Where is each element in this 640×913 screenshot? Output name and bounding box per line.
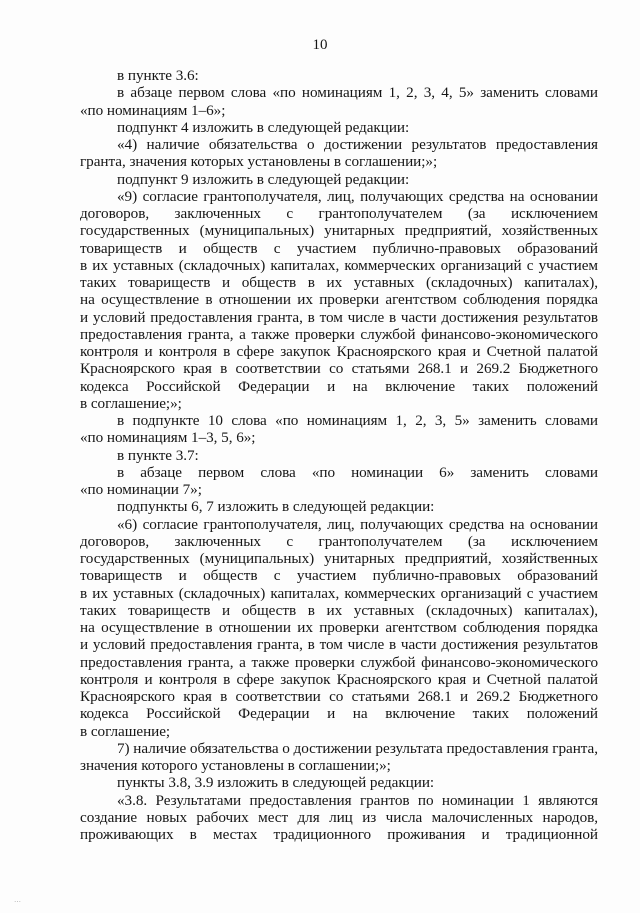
text-line: и условий предоставления гранта, в том числе в части достижения результатов bbox=[80, 636, 598, 654]
text-line: таких товариществ и обществ в их уставных (складочных) капиталах), bbox=[80, 601, 598, 619]
text-line: в абзаце первом слова «по номинации 6» заменить словами bbox=[117, 463, 598, 481]
text-line: в их уставных (складочных) капиталах, коммерческих организаций с участием bbox=[80, 584, 598, 602]
text-line: договоров, заключенных с грантополучателем (за исключением bbox=[80, 532, 598, 550]
text-line: кодекса Российской Федерации и на включение таких положений bbox=[80, 705, 598, 723]
text-line: в пункте 3.6: bbox=[117, 67, 199, 84]
text-line: контроля и контроля в сфере закупок Красноярского края и Счетной палатой bbox=[80, 343, 598, 360]
text-line: подпункт 9 изложить в следующей редакции: bbox=[117, 170, 410, 188]
page-number: 10 bbox=[312, 37, 328, 53]
text-line: гранта, значения которых установлены в соглашении;»; bbox=[80, 153, 438, 171]
text-line: в абзаце первом слова «по номинациям 1, 2, 3, 4, 5» заменить словами bbox=[117, 84, 598, 102]
text-line: государственных (муниципальных) унитарных предприятий, хозяйственных bbox=[80, 550, 598, 567]
text-line: государственных (муниципальных) унитарных предприятий, хозяйственных bbox=[80, 222, 598, 240]
text-line: «6) согласие грантополучателя, лиц, получающих средства на основании bbox=[117, 515, 598, 533]
document-body bbox=[80, 67, 598, 843]
text-line: «9) согласие грантополучателя, лиц, получающих средства на основании bbox=[117, 187, 598, 205]
text-line: «по номинации 7»; bbox=[80, 481, 202, 498]
text-line: в пункте 3.7: bbox=[117, 446, 199, 464]
text-line: значения которого установлены в соглашении;»; bbox=[80, 757, 391, 774]
text-line: товариществ и обществ с участием публично-правовых образований bbox=[80, 239, 598, 257]
text-line: в их уставных (складочных) капиталах, коммерческих организаций с участием bbox=[80, 256, 598, 274]
text-line: предоставления гранта, а также проверки службой финансово-экономического bbox=[80, 325, 598, 343]
text-line: «по номинациям 1–3, 5, 6»; bbox=[80, 429, 256, 447]
text-line: «4) наличие обязательства о достижении результатов предоставления bbox=[117, 136, 598, 153]
text-line: контроля и контроля в сфере закупок Красноярского края и Счетной палатой bbox=[80, 670, 598, 688]
text-line: предоставления гранта, а также проверки службой финансово-экономического bbox=[80, 653, 598, 671]
text-line: 7) наличие обязательства о достижении результата предоставления гранта, bbox=[117, 739, 598, 757]
text-line: договоров, заключенных с грантополучателем (за исключением bbox=[80, 205, 598, 222]
text-line: и условий предоставления гранта, в том числе в части достижения результатов bbox=[80, 308, 598, 326]
text-line: таких товариществ и обществ в их уставных (складочных) капиталах), bbox=[80, 274, 598, 291]
text-line: создание новых рабочих мест для лиц из числа малочисленных народов, bbox=[80, 808, 598, 826]
text-line: подпункт 4 изложить в следующей редакции: bbox=[117, 118, 410, 136]
scan-corner-mark: … bbox=[14, 896, 22, 904]
text-line: на осуществление в отношении их проверки агентством соблюдения порядка bbox=[80, 619, 598, 636]
text-line: «3.8. Результатами предоставления грантов по номинации 1 являются bbox=[117, 791, 598, 809]
text-line: проживающих в местах традиционного проживания и традиционной bbox=[80, 826, 598, 843]
text-line: кодекса Российской Федерации и на включение таких положений bbox=[80, 377, 598, 395]
text-line: товариществ и обществ с участием публично-правовых образований bbox=[80, 567, 598, 585]
text-line: в подпункте 10 слова «по номинациям 1, 2, 3, 5» заменить словами bbox=[117, 412, 598, 429]
text-line: подпункты 6, 7 изложить в следующей редакции: bbox=[117, 498, 435, 516]
text-line: пункты 3.8, 3.9 изложить в следующей редакции: bbox=[117, 774, 435, 792]
text-line: в соглашение;»; bbox=[80, 394, 182, 412]
text-line: в соглашение; bbox=[80, 722, 171, 740]
text-line: Красноярского края в соответствии со статьями 268.1 и 269.2 Бюджетного bbox=[80, 688, 598, 705]
text-line: Красноярского края в соответствии со статьями 268.1 и 269.2 Бюджетного bbox=[80, 360, 598, 378]
text-line: «по номинациям 1–6»; bbox=[80, 101, 226, 119]
text-line: на осуществление в отношении их проверки агентством соблюдения порядка bbox=[80, 291, 598, 309]
